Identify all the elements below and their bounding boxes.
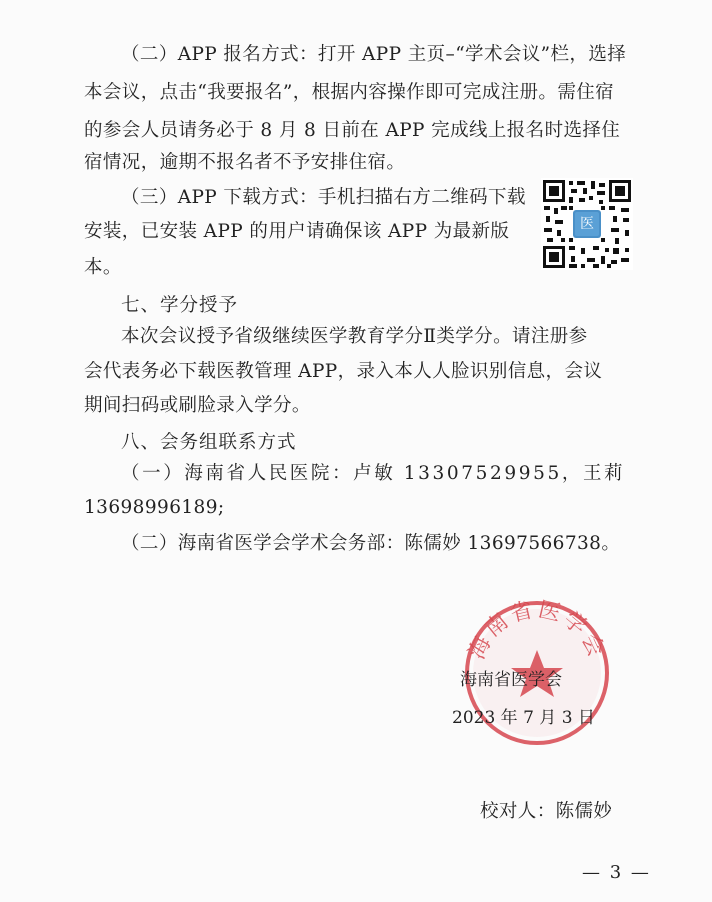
registration-line-2: 本会议，点击“我要报名”，根据内容操作即可完成注册。需住宿 xyxy=(84,82,615,103)
registration-line-4: 宿情况，逾期不报名者不予安排住宿。 xyxy=(84,152,406,173)
signature-org: 海南省医学会 xyxy=(460,670,562,690)
qr-code-icon[interactable] xyxy=(541,178,633,270)
seal-arc-text: 海南省医学会 xyxy=(464,597,610,664)
credits-line-2: 会代表务必下载医教管理 APP，录入本人人脸识别信息，会议 xyxy=(84,361,603,382)
signature-date: 2023 年 7 月 3 日 xyxy=(452,708,595,728)
contacts-line-3: （二）海南省医学会学术会务部：陈儒妙 13697566738。 xyxy=(121,533,621,554)
contacts-line-2: 13698996189; xyxy=(84,497,225,518)
page-number: — 3 — xyxy=(582,862,651,883)
proofreader-line: 校对人：陈儒妙 xyxy=(480,801,613,822)
contacts-heading: 八、会务组联系方式 xyxy=(121,432,297,453)
registration-line-3: 的参会人员请务必于 8 月 8 日前在 APP 完成线上报名时选择住 xyxy=(84,120,621,141)
credits-line-1: 本次会议授予省级继续医学教育学分Ⅱ类学分。请注册参 xyxy=(121,326,588,347)
download-line-1: （三）APP 下载方式：手机扫描右方二维码下载 xyxy=(121,187,526,208)
download-line-3: 本。 xyxy=(84,257,122,278)
registration-line-1: （二）APP 报名方式：打开 APP 主页–“学术会议”栏，选择 xyxy=(121,44,627,65)
contacts-line-1: （一）海南省人民医院：卢敏 13307529955，王莉 xyxy=(121,463,626,484)
credits-heading: 七、学分授予 xyxy=(121,295,239,316)
qr-center-label: 医 xyxy=(580,216,594,232)
download-line-2: 安装，已安装 APP 的用户请确保该 APP 为最新版 xyxy=(84,221,510,242)
credits-line-3: 期间扫码或刷脸录入学分。 xyxy=(84,395,311,416)
